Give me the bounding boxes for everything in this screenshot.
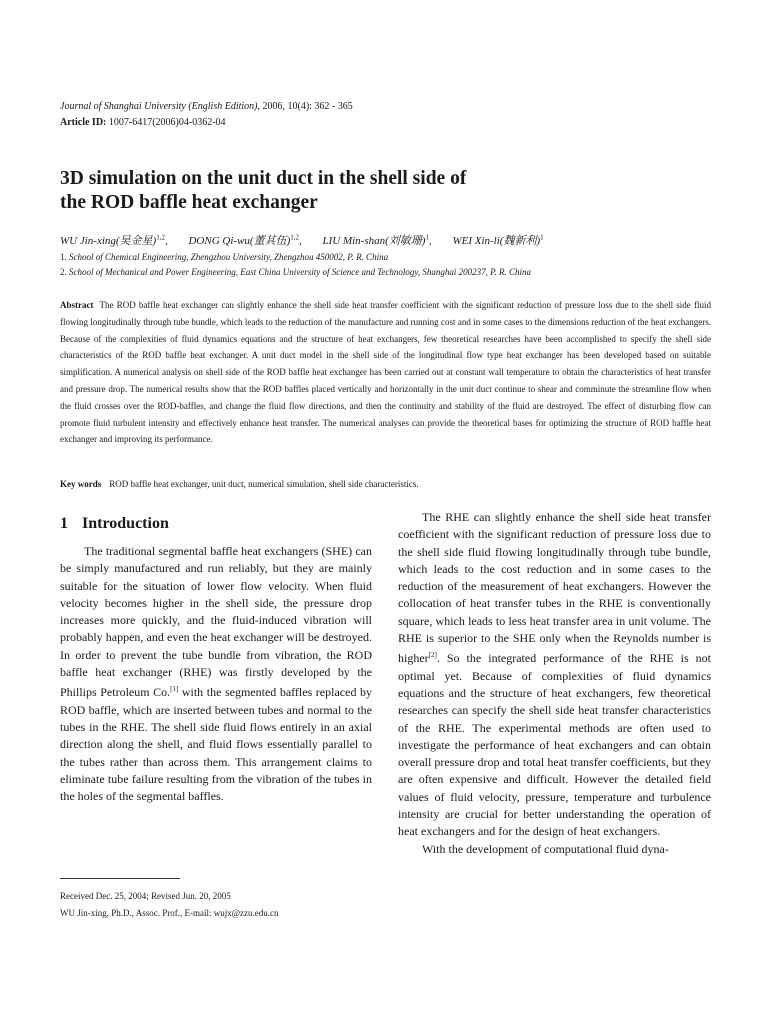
paragraph-text: The RHE can slightly enhance the shell side heat transfer coefficient with the significant reduction of pressure loss due to the shell side fluid flowing longitudinally through tube bundle, which leads to the cost reduction and in some cases to the reduction of the measurement of heat exchangers. However the collocation of heat transfer tubes in the RHE is conventionally square, which leads to less heat transfer area in unit volume. The RHE is superior to the SHE only when the Reynolds number is higher [398, 510, 711, 666]
author-name: WEI Xin-li(魏新利) [452, 235, 541, 247]
paragraph [398, 841, 711, 858]
footnote-rule [60, 878, 180, 879]
author [188, 235, 301, 247]
paragraph [398, 509, 711, 841]
author-affil: 1,2 [156, 233, 165, 242]
section-heading [60, 515, 169, 533]
author-affil: 1 [540, 233, 544, 242]
journal-details: , 2006, 10(4): 362 - 365 [257, 101, 353, 112]
author-sep: , [298, 235, 302, 247]
section-number: 1 [60, 515, 68, 532]
author-name: DONG Qi-wu(董其伍) [188, 235, 291, 247]
author-sep: , [164, 235, 168, 247]
author-affil: 1,2 [290, 233, 299, 242]
author-name: LIU Min-shan(刘敏珊) [322, 235, 426, 247]
abstract [60, 297, 711, 448]
affiliation-text: School of Chemical Engineering, Zhengzhou University, Zhengzhou 450002, P. R. China [69, 252, 389, 262]
title-line-1: 3D simulation on the unit duct in the shell side of [60, 168, 467, 189]
author-name: WU Jin-xing(吴金星) [60, 235, 157, 247]
abstract-label: Abstract [60, 300, 94, 310]
author-info: WU Jin-xing, Ph.D., Assoc. Prof., E-mail: wujx@zzu.edu.cn [60, 908, 279, 918]
body-column-left [60, 543, 372, 805]
affiliation-number: 1. [60, 252, 67, 262]
author [452, 235, 543, 247]
title-line-2: the ROD baffle heat exchanger [60, 192, 318, 213]
journal-name: Journal of Shanghai University (English Edition) [60, 101, 258, 112]
author-affil: 1 [425, 233, 429, 242]
article-id-label: Article ID: [60, 117, 107, 128]
author-list [60, 232, 720, 248]
section-title: Introduction [82, 515, 169, 532]
abstract-text: The ROD baffle heat exchanger can slightly enhance the shell side heat transfer coefficient with the significant reduction of pressure loss due to the shell side fluid flowing longitudinally through tube bundle, which leads to the reduction of the manufacture and running cost and in some cases to the dimensions reduction of the heat exchangers. Because of the complexities of fluid dynamics equations and the structure of heat exchangers, few theoretical researches have been accomplished to specify the shell side characteristics of the ROD baffle heat exchanger. A unit duct model in the shell side of the longitudinal flow type heat exchanger has been developed based on suitable simplification. A numerical analysis on shell side of the ROD baffle heat exchanger has been carried out at constant wall temperature to obtain the characteristics of heat transfer and pressure drop. The numerical results show that the ROD baffles placed vertically and horizontally in the unit duct continue to shear and comminute the streamline flow when the fluid crosses over the ROD-baffles, and change the fluid flow directions, and then the continuity and stability of the fluid are destroyed. The effect of disturbing flow can promote fluid turbulent intensity and effectively enhance heat transfer. The numerical analyses can provide the theoretical bases for optimizing the structure of ROD baffle heat exchanger and improving its performance. [60, 300, 711, 445]
body-column-right [398, 509, 711, 858]
keywords-label: Key words [60, 479, 102, 489]
affiliation-text: School of Mechanical and Power Engineering, East China University of Science and Technology, Shanghai 200237, P. R. China [69, 267, 531, 277]
footnotes [60, 888, 279, 922]
article-id [60, 116, 226, 129]
article-id-value: 1007-6417(2006)04-0362-04 [106, 117, 226, 128]
paper-title [60, 167, 700, 215]
keywords-text: ROD baffle heat exchanger, unit duct, numerical simulation, shell side characteristics. [109, 479, 419, 489]
paragraph-text: . So the integrated performance of the RHE is not optimal yet. Because of complexities of fluid dynamics equations and the structure of heat exchangers, few theoretical researches can specify the shell side heat transfer characteristics of the RHE. The experimental methods are often used to investigate the performance of heat exchangers and can obtain overall pressure drop and total heat transfer coefficients, but they are often expensive and difficult. However the detailed field values of fluid velocity, pressure, temperature and turbulence intensity are crucial for better understanding the operation of heat exchangers and for the design of heat exchangers. [398, 651, 711, 839]
received-dates: Received Dec. 25, 2004; Revised Jun. 20, 2005 [60, 891, 231, 901]
journal-citation [60, 100, 353, 113]
affiliation-number: 2. [60, 267, 67, 277]
paragraph-text: with the segmented baffles replaced by ROD baffle, which are inserted between tubes and normal to the tubes in the RHE. The shell side fluid flows entirely in an axial direction along the shell, and fluid flows essentially parallel to the tubes rather than across them. This arrangement claims to eliminate tube failure resulting from the vibration of the tubes in the holes of the segmental baffles. [60, 685, 372, 804]
author [60, 235, 168, 247]
affiliation [60, 267, 531, 277]
citation-ref: [1] [170, 685, 179, 694]
paragraph-text: The traditional segmental baffle heat exchangers (SHE) can be simply manufactured and run reliably, but they are mainly suitable for the situation of lower flow velocity. When fluid velocity becomes higher in the shell side, the pressure drop increases more quickly, and the fluid-induced vibration will probably happen, and even the heat exchanger will be destroyed. In order to prevent the tube bundle from vibration, the ROD baffle heat exchanger (RHE) was firstly developed by the Phillips Petroleum Co. [60, 544, 372, 700]
paragraph-text: With the development of computational fluid dyna- [422, 841, 669, 856]
keywords [60, 477, 711, 491]
author-sep: , [428, 235, 432, 247]
citation-ref: [2] [428, 651, 437, 660]
author [322, 235, 431, 247]
affiliation [60, 252, 388, 262]
